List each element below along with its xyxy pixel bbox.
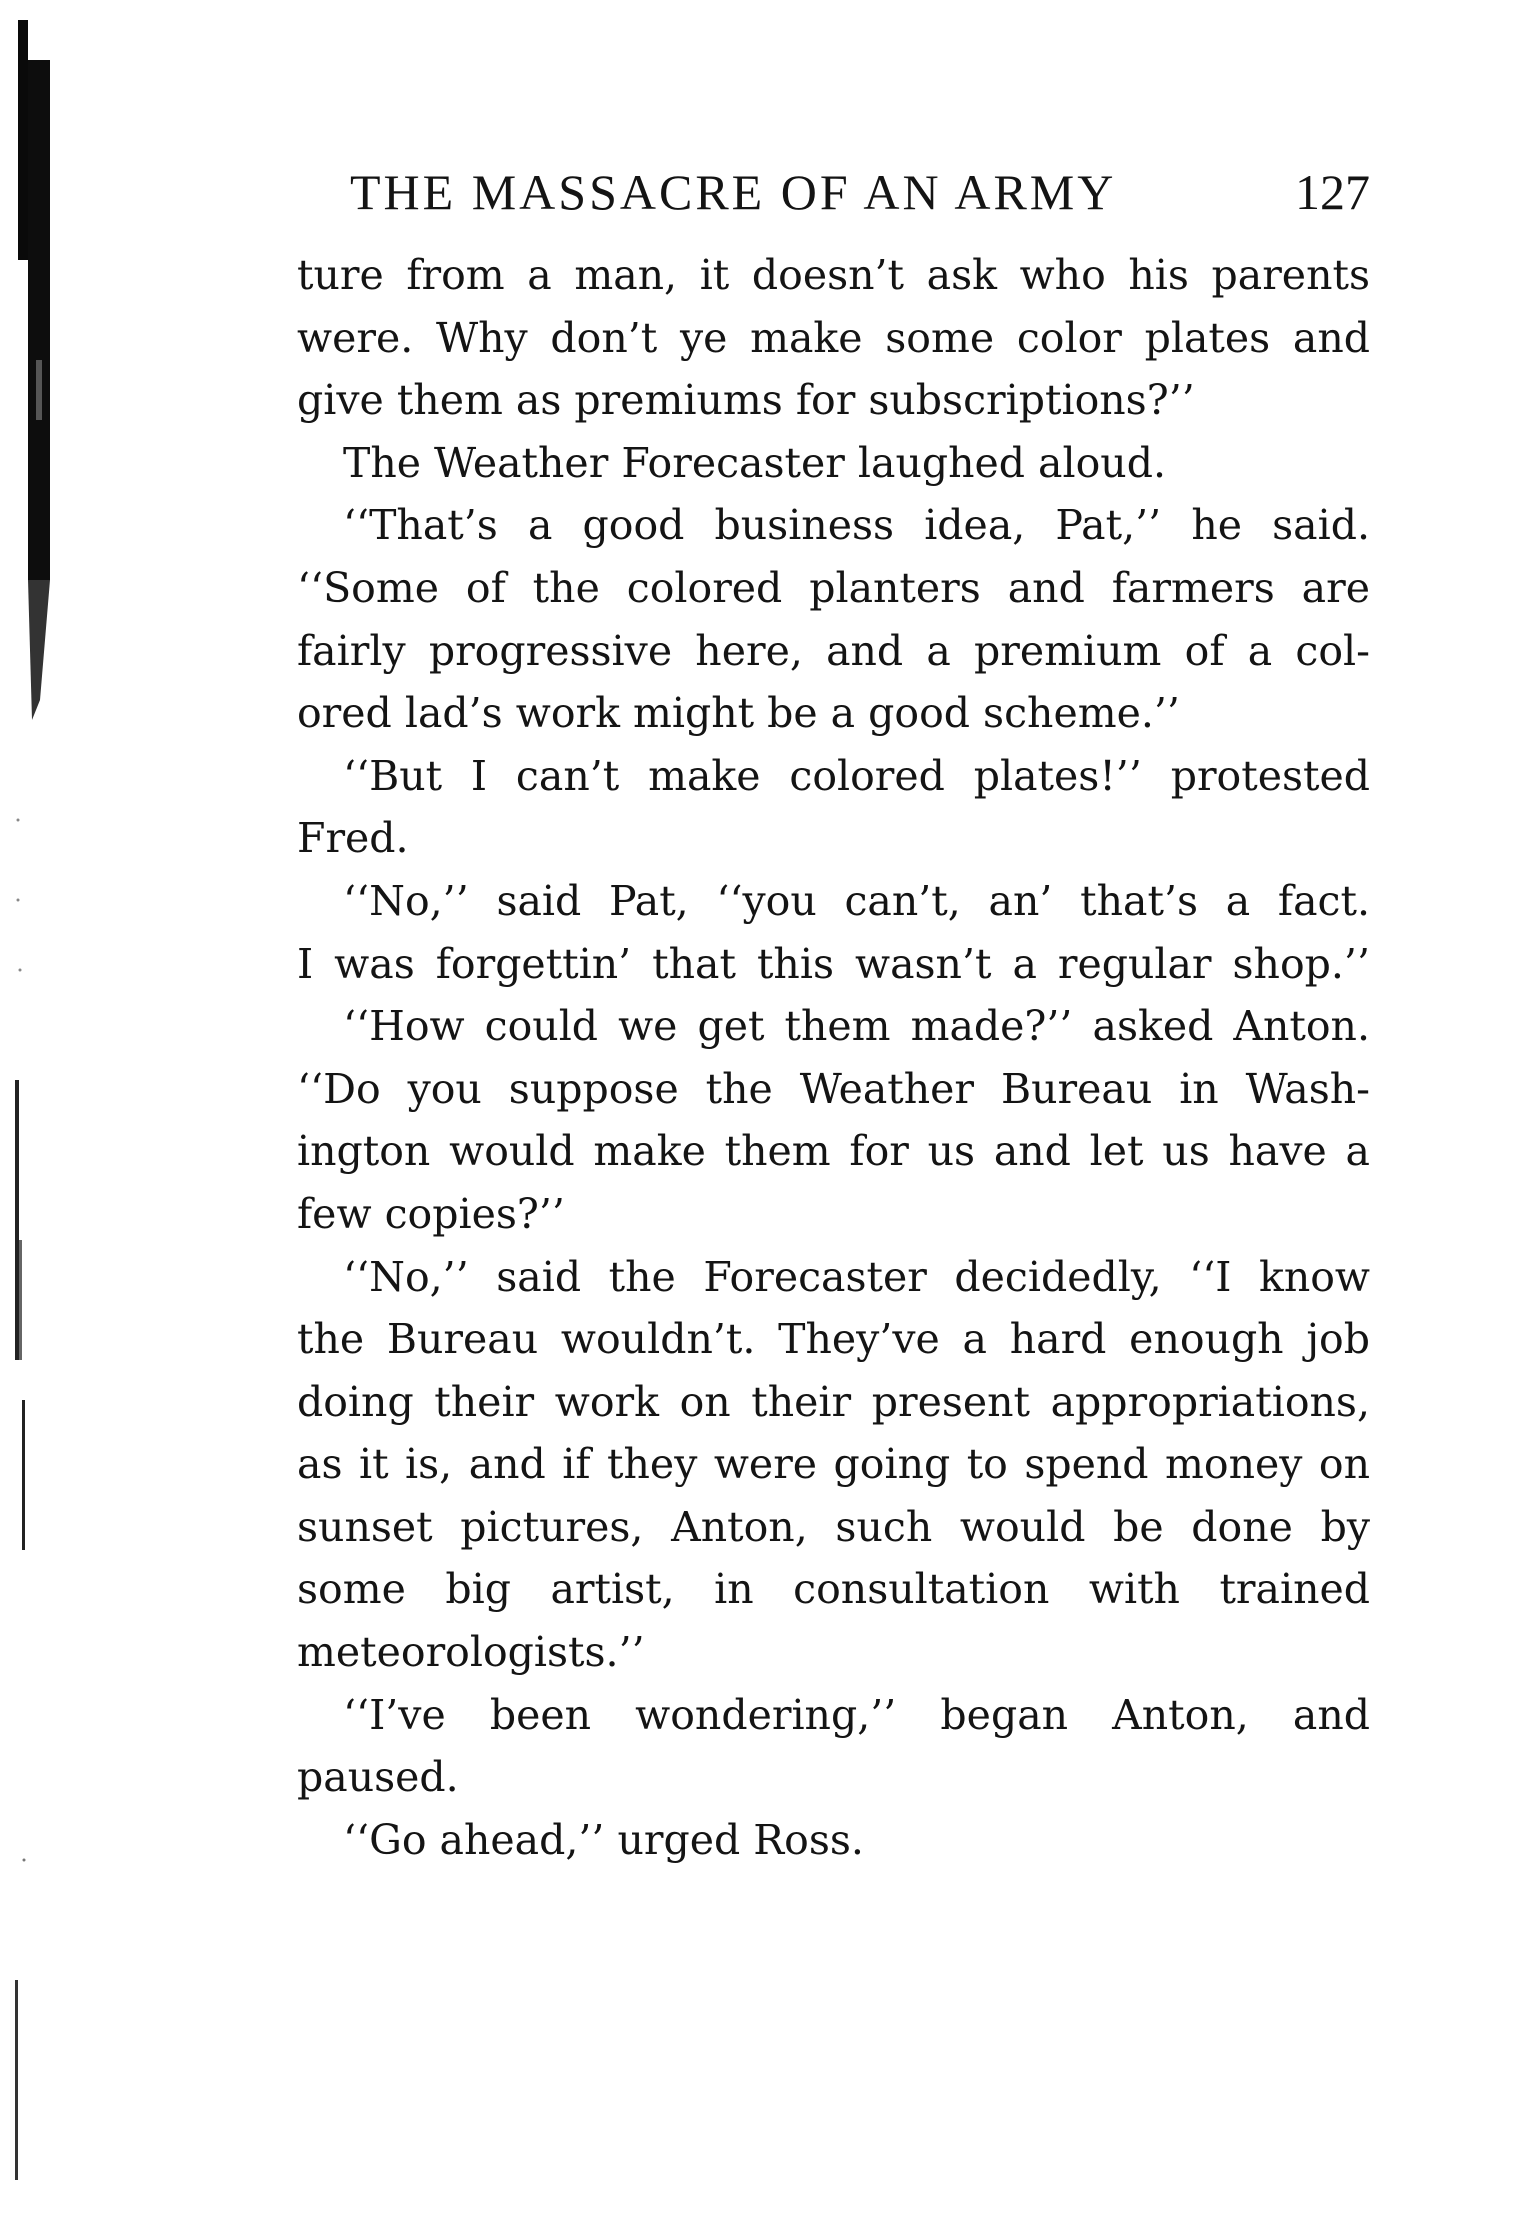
- text-line: sunset pictures, Anton, such would be done by: [297, 1502, 1370, 1551]
- text-line: paused.: [297, 1753, 459, 1802]
- text-line: the Bureau wouldn’t. They’ve a hard enough job: [297, 1315, 1370, 1364]
- text-line: as it is, and if they were going to spend money on: [297, 1440, 1370, 1489]
- text-line: The Weather Forecaster laughed aloud.: [343, 438, 1166, 487]
- running-header: [350, 162, 1370, 222]
- text-line: ored lad’s work might be a good scheme.’’: [297, 689, 1180, 738]
- text-line: some big artist, in consultation with trained: [297, 1565, 1370, 1614]
- text-line: ture from a man, it doesn’t ask who his parents: [297, 251, 1370, 299]
- running-head-title: THE MASSACRE OF AN ARMY: [350, 164, 1117, 220]
- body-text: [297, 244, 1370, 1871]
- text-line: Fred.: [297, 814, 409, 863]
- text-line: ‘‘That’s a good business idea, Pat,’’ he said.: [343, 501, 1370, 550]
- text-line: ‘‘Go ahead,’’ urged Ross.: [343, 1815, 864, 1864]
- text-line: ‘‘Some of the colored planters and farmers are: [297, 563, 1370, 612]
- page-number: 127: [1295, 164, 1370, 220]
- text-line: ‘‘Do you suppose the Weather Bureau in Wash-: [297, 1064, 1370, 1113]
- text-line: ‘‘I’ve been wondering,’’ began Anton, and: [343, 1690, 1370, 1739]
- text-line: ington would make them for us and let us have a: [297, 1127, 1370, 1176]
- text-line: ‘‘No,’’ said Pat, ‘‘you can’t, an’ that’s a fact.: [343, 876, 1370, 925]
- text-line: ‘‘No,’’ said the Forecaster decidedly, ‘‘I know: [343, 1252, 1370, 1301]
- page-binding-shadow: [0, 0, 110, 2216]
- text-line: few copies?’’: [297, 1189, 565, 1238]
- text-line: ‘‘How could we get them made?’’ asked Anton.: [343, 1002, 1370, 1051]
- text-line: give them as premiums for subscriptions?’’: [297, 376, 1195, 425]
- text-line: ‘‘But I can’t make colored plates!’’ protested: [343, 751, 1370, 800]
- text-line: I was forgettin’ that this wasn’t a regular shop.’’: [297, 939, 1370, 988]
- text-line: doing their work on their present appropriations,: [297, 1377, 1370, 1426]
- text-line: fairly progressive here, and a premium of a col-: [297, 626, 1370, 675]
- text-line: meteorologists.’’: [297, 1628, 645, 1677]
- text-line: were. Why don’t ye make some color plates and: [297, 313, 1370, 362]
